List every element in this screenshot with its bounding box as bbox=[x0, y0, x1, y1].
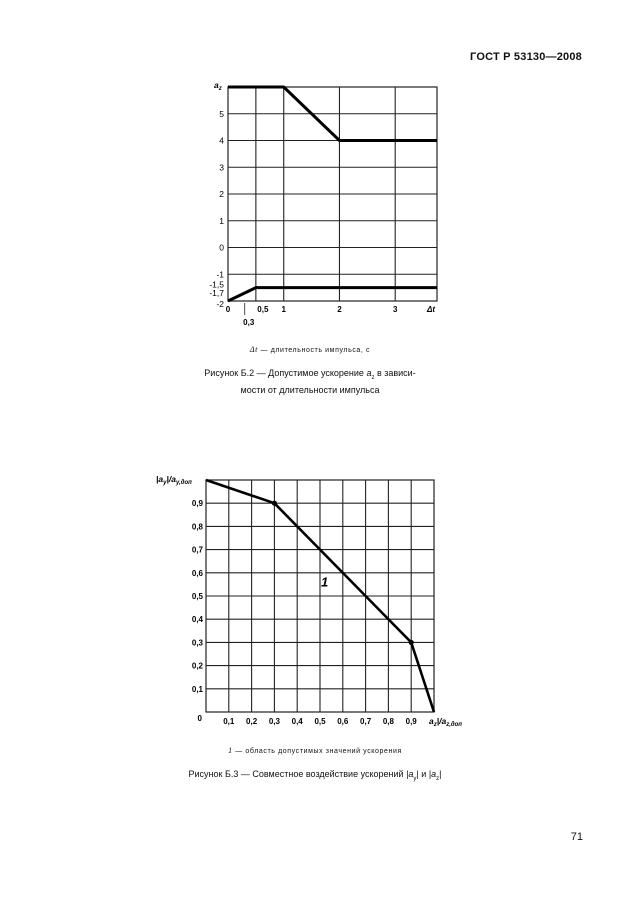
figure-b2-caption-after: в зависи- bbox=[374, 368, 416, 378]
figure-b2-ytick-label: -1 bbox=[216, 269, 224, 280]
figure-b2-xlabel: Δt bbox=[426, 305, 436, 314]
figure-b3-note bbox=[160, 746, 470, 755]
figure-b2-ytick-label: 1 bbox=[219, 215, 224, 226]
figure-b3-xtick-label: 0,9 bbox=[405, 717, 417, 726]
figure-b2-note bbox=[170, 345, 450, 354]
figure-b3-caption-before: Рисунок Б.3 — Совместное воздействие ускорений bbox=[188, 769, 407, 779]
figure-b3-xlabel: $a_z|/a_{z,доп}$ bbox=[429, 716, 462, 728]
figure-b3-ytick-label: 0,2 bbox=[191, 661, 203, 671]
figure-b2-ytick-label: 4 bbox=[219, 135, 224, 146]
figure-b2-ytick-label: 3 bbox=[219, 162, 224, 173]
figure-b2-ylabel: $a_z$ bbox=[214, 80, 222, 92]
figure-b3-caption-and: и bbox=[418, 769, 429, 779]
figure-b2-caption-line2: мости от длительности импульса bbox=[240, 384, 380, 395]
figure-b3-grid bbox=[206, 480, 434, 712]
figure-b3-xtick-label: 0,2 bbox=[246, 717, 258, 726]
figure-b3-caption-term1: |a bbox=[406, 769, 414, 779]
figure-b2-note-text: — длительность импульса, с bbox=[258, 347, 371, 354]
figure-b2-xtick-label: 2 bbox=[337, 305, 342, 314]
figure-b2-labels bbox=[209, 80, 435, 327]
figure-b2-ytick-label: -2 bbox=[216, 299, 224, 309]
figure-b3-xtick-label: 0,4 bbox=[291, 717, 303, 726]
figure-b3-ytick-label: 0,9 bbox=[191, 499, 203, 509]
figure-b3-ytick-label: 0,3 bbox=[191, 638, 203, 648]
figure-b3-caption-bar1: | bbox=[416, 769, 419, 779]
figure-b2-ytick-label: -1,7 bbox=[209, 287, 224, 298]
figure-b3-caption bbox=[130, 768, 500, 785]
figure-b2-ytick-label: 5 bbox=[219, 108, 224, 119]
figure-b3-ytick-label: 0,6 bbox=[191, 568, 203, 578]
figure-b3-ytick-label: 0,1 bbox=[191, 684, 203, 694]
figure-b2-xtick-label: 1 bbox=[281, 305, 286, 314]
figure-b3-xtick-label: 0,7 bbox=[360, 717, 372, 726]
figure-b2-grid bbox=[228, 87, 437, 301]
figure-b3-ytick-label: 0,5 bbox=[191, 592, 203, 601]
figure-b2-xtick-extra-label: 0,3 bbox=[243, 318, 255, 327]
figure-b3-caption-sub1: y bbox=[413, 775, 417, 782]
figure-b2-caption-symbol: a bbox=[366, 368, 372, 378]
figure-b3-ytick-label: 0,8 bbox=[191, 522, 203, 532]
figure-b3-ytick-label: 0,7 bbox=[191, 545, 203, 555]
figure-b2-ytick-label: -1,5 bbox=[209, 279, 224, 290]
figure-b3-caption-bar2: | bbox=[439, 769, 442, 779]
figure-b3-caption-term2: |a bbox=[428, 769, 437, 779]
figure-b3-xtick-label: 0,8 bbox=[382, 717, 394, 726]
figure-b3-note-symbol: 1 bbox=[228, 746, 233, 755]
figure-b2-ytick-label: 2 bbox=[219, 189, 224, 199]
figure-b2-caption bbox=[140, 367, 480, 396]
figure-b3-xtick-label: 0,3 bbox=[268, 717, 280, 726]
figure-b2-caption-before: Рисунок Б.2 — Допустимое ускорение bbox=[204, 368, 367, 378]
figure-b3-series-point bbox=[272, 501, 277, 506]
figure-b3-series-point bbox=[409, 640, 414, 645]
figure-b3-origin-label: 0 bbox=[197, 714, 202, 723]
figure-b2-note-symbol: Δt bbox=[249, 345, 258, 354]
figure-b2-xtick-label: 0 bbox=[225, 305, 231, 314]
figure-b3-labels bbox=[156, 474, 462, 728]
page-number: 71 bbox=[570, 831, 583, 843]
figure-b3-ylabel: $|a_y|/a_{y,доп}$ bbox=[156, 474, 192, 486]
figure-b3-xtick-label: 0,6 bbox=[337, 717, 349, 726]
figure-b2-caption-sub: z bbox=[371, 374, 375, 381]
figure-b3-xtick-label: 0,5 bbox=[314, 717, 326, 726]
figure-b3-note-text: — область допустимых значений ускорения bbox=[232, 748, 402, 755]
figure-b2-ytick-label: 0 bbox=[219, 242, 224, 253]
figure-b3-region-label: 1 bbox=[320, 574, 329, 590]
figure-b2-xtick-label: 0,5 bbox=[257, 305, 269, 314]
figure-b3-xtick-label: 0,1 bbox=[223, 717, 235, 726]
figure-b3-ytick-label: 0,4 bbox=[191, 615, 203, 625]
standard-code: ГОСТ Р 53130—2008 bbox=[470, 51, 582, 63]
figure-b2-series-lower bbox=[228, 288, 437, 301]
figure-b3-caption-sub2: z bbox=[436, 775, 440, 782]
figure-b2-xtick-label: 3 bbox=[392, 305, 398, 314]
